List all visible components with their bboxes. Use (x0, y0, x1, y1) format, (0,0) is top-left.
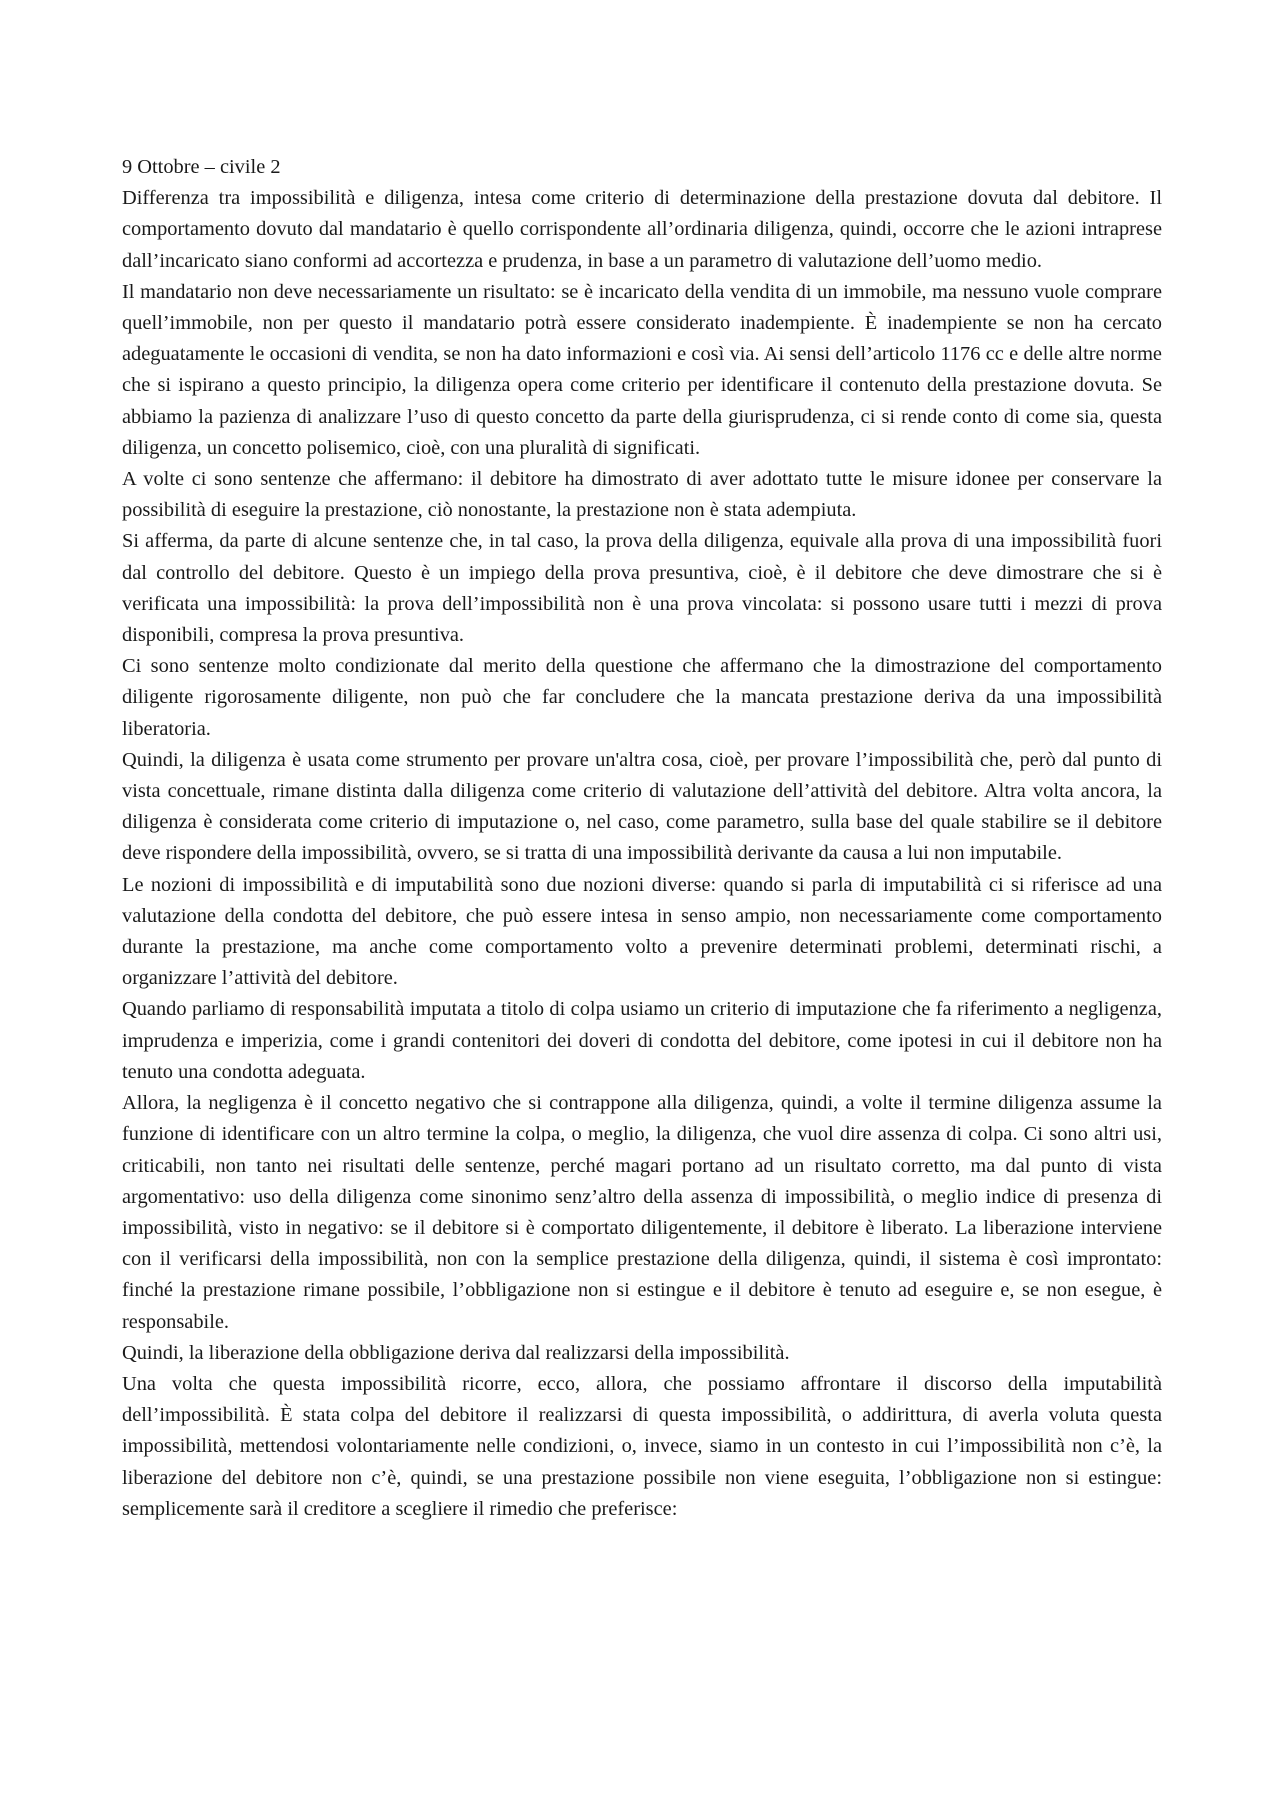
paragraph-7: Le nozioni di impossibilità e di imputabilità sono due nozioni diverse: quando si parla di imputabilità ci si riferisce ad una valutazione della condotta del debitore, che può essere intesa in senso ampio, non necessariamente come comportamento durante la prestazione, ma anche come comportamento volto a prevenire determinati problemi, determinati rischi, a organizzare l’attività del debitore. (122, 873, 1162, 990)
document-heading: 9 Ottobre – civile 2 (122, 156, 281, 178)
paragraph-9: Allora, la negligenza è il concetto negativo che si contrappone alla diligenza, quindi, a volte il termine diligenza assume la funzione di identificare con un altro termine la colpa, o meglio, la diligenza, che vuol dire assenza di colpa. Ci sono altri usi, criticabili, non tanto nei risultati delle sentenze, perché magari portano ad un risultato corretto, ma dal punto di vista argomentativo: uso della diligenza come sinonimo senz’altro della assenza di impossibilità, o meglio indice di presenza di impossibilità, visto in negativo: se il debitore si è comportato diligentemente, il debitore è liberato. La liberazione interviene con il verificarsi della impossibilità, non con la semplice prestazione della diligenza, quindi, il sistema è così improntato: finché la prestazione rimane possibile, l’obbligazione non si estingue e il debitore è tenuto ad eseguire e, se non esegue, è responsabile. (122, 1092, 1162, 1333)
paragraph-6: Quindi, la diligenza è usata come strumento per provare un'altra cosa, cioè, per provare l’impossibilità che, però dal punto di vista concettuale, rimane distinta dalla diligenza come criterio di valutazione dell’attività del debitore. Altra volta ancora, la diligenza è considerata come criterio di imputazione o, nel caso, come parametro, sulla base del quale stabilire se il debitore deve rispondere della impossibilità, ovvero, se si tratta di una impossibilità derivante da causa a lui non imputabile. (122, 748, 1162, 865)
paragraph-11: Una volta che questa impossibilità ricorre, ecco, allora, che possiamo affrontare il discorso della imputabilità dell’impossibilità. È stata colpa del debitore il realizzarsi di questa impossibilità, o addirittura, di averla voluta questa impossibilità, mettendosi volontariamente nelle condizioni, o, invece, siamo in un contesto in cui l’impossibilità non c’è, la liberazione del debitore non c’è, quindi, se una prestazione possibile non viene eseguita, l’obbligazione non si estingue: semplicemente sarà il creditore a scegliere il rimedio che preferisce: (122, 1372, 1162, 1520)
paragraph-1: Differenza tra impossibilità e diligenza, intesa come criterio di determinazione della prestazione dovuta dal debitore. Il comportamento dovuto dal mandatario è quello corrispondente all’ordinaria diligenza, quindi, occorre che le azioni intraprese dall’incaricato siano conformi ad accortezza e prudenza, in base a un parametro di valutazione dell’uomo medio. (122, 187, 1162, 272)
paragraph-3: A volte ci sono sentenze che affermano: il debitore ha dimostrato di aver adottato tutte le misure idonee per conservare la possibilità di eseguire la prestazione, ciò nonostante, la prestazione non è stata adempiuta. (122, 468, 1162, 522)
document-page (122, 152, 1162, 1525)
paragraph-5: Ci sono sentenze molto condizionate dal merito della questione che affermano che la dimostrazione del comportamento diligente rigorosamente diligente, non può che far concludere che la mancata prestazione deriva da una impossibilità liberatoria. (122, 655, 1162, 740)
paragraph-4: Si afferma, da parte di alcune sentenze che, in tal caso, la prova della diligenza, equivale alla prova di una impossibilità fuori dal controllo del debitore. Questo è un impiego della prova presuntiva, cioè, è il debitore che deve dimostrare che si è verificata una impossibilità: la prova dell’impossibilità non è una prova vincolata: si possono usare tutti i mezzi di prova disponibili, compresa la prova presuntiva. (122, 530, 1162, 647)
paragraph-8: Quando parliamo di responsabilità imputata a titolo di colpa usiamo un criterio di imputazione che fa riferimento a negligenza, imprudenza e imperizia, come i grandi contenitori dei doveri di condotta del debitore, come ipotesi in cui il debitore non ha tenuto una condotta adeguata. (122, 998, 1162, 1083)
paragraph-10: Quindi, la liberazione della obbligazione deriva dal realizzarsi della impossibilità. (122, 1341, 790, 1364)
paragraph-2: Il mandatario non deve necessariamente un risultato: se è incaricato della vendita di un immobile, ma nessuno vuole comprare quell’immobile, non per questo il mandatario potrà essere considerato inadempiente. È inadempiente se non ha cercato adeguatamente le occasioni di vendita, se non ha dato informazioni e così via. Ai sensi dell’articolo 1176 cc e delle altre norme che si ispirano a questo principio, la diligenza opera come criterio per identificare il contenuto della prestazione dovuta. Se abbiamo la pazienza di analizzare l’uso di questo concetto da parte della giurisprudenza, ci si rende conto di come sia, questa diligenza, un concetto polisemico, cioè, con una pluralità di significati. (122, 280, 1162, 459)
